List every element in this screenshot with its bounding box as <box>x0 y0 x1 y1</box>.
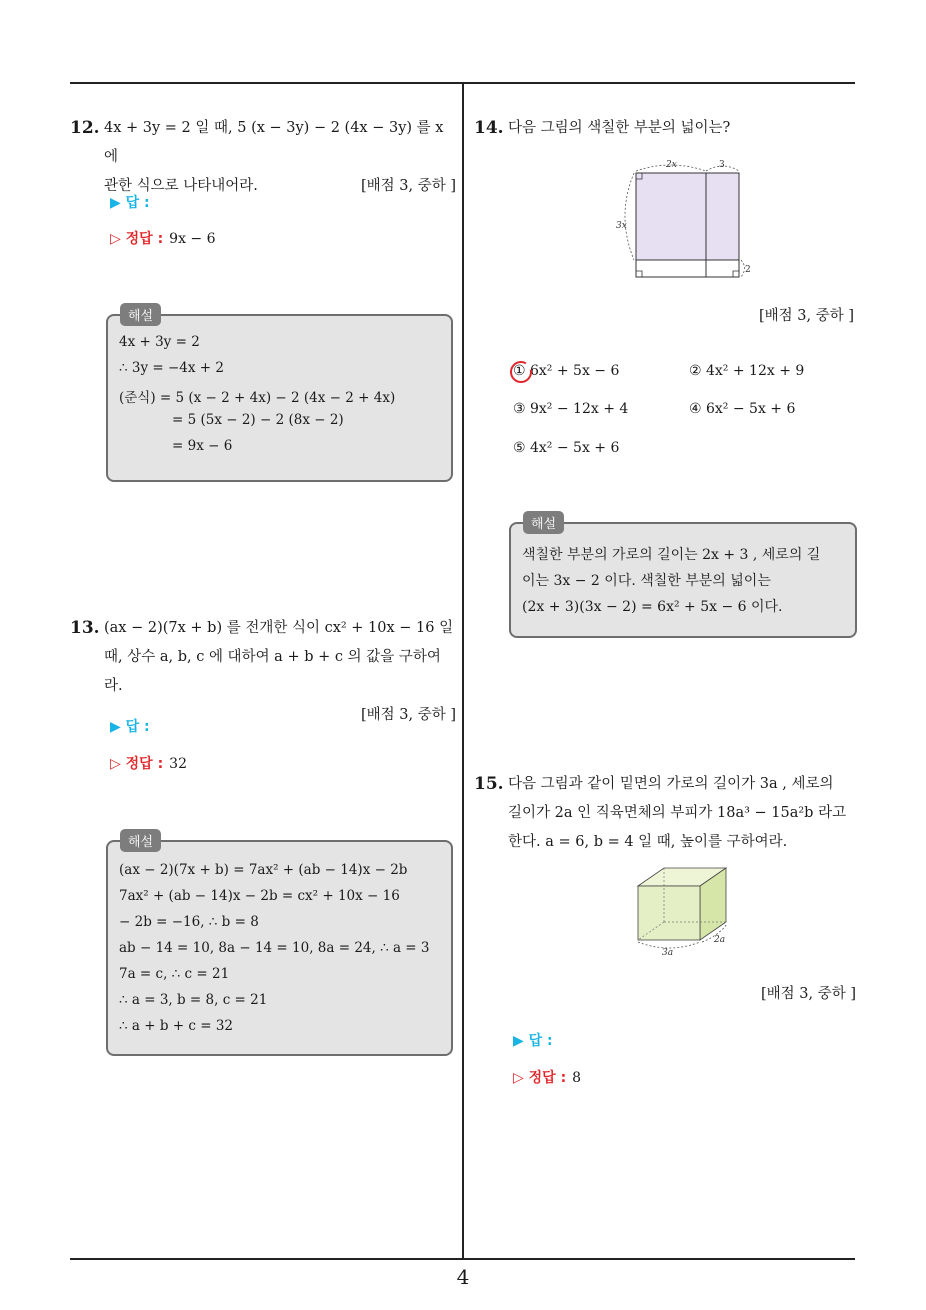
correct-answer <box>110 228 216 248</box>
solution-line: = 9x − 6 <box>172 438 233 454</box>
solution-line: ∴ a = 3, b = 8, c = 21 <box>119 992 268 1008</box>
points-label: [배점 3, 중하 ] <box>360 707 456 723</box>
solution-line: 색칠한 부분의 가로의 길이는 2x + 3 , 세로의 길 <box>522 547 821 563</box>
solution-tag: 해설 <box>120 829 161 852</box>
choice-4[interactable] <box>689 401 795 417</box>
question-text-line: 한다. a = 6, b = 4 일 때, 높이를 구하여라. <box>508 834 788 850</box>
choice-text: ④ 6x² − 5x + 6 <box>689 401 796 417</box>
answer-label-text: ▶ 답 : <box>513 1033 553 1049</box>
choice-5[interactable] <box>513 440 619 456</box>
question-15 <box>474 770 860 857</box>
points-label: [배점 3, 중하 ] <box>760 986 856 1002</box>
solution-line: − 2b = −16, ∴ b = 8 <box>119 914 259 930</box>
correct-answer-label: ▷ 정답 : <box>513 1070 567 1086</box>
question-number: 14. <box>474 118 504 138</box>
solution-line: ∴ a + b + c = 32 <box>119 1018 233 1034</box>
choice-3[interactable] <box>513 401 628 417</box>
page-number: 4 <box>456 1265 470 1289</box>
question-text-line: 4x + 3y = 2 일 때, 5 (x − 3y) − 2 (4x − 3y) 를 x 에 <box>104 120 444 165</box>
choice-2[interactable] <box>689 363 804 379</box>
solution-box <box>106 309 453 482</box>
question-number: 12. <box>70 118 100 138</box>
choice-text: ① 6x² + 5x − 6 <box>513 363 620 379</box>
label-2x: 2x <box>666 160 677 170</box>
answer-label-text: ▶ 답 : <box>110 195 150 211</box>
choice-1[interactable] <box>513 363 619 379</box>
question-number: 15. <box>474 774 504 794</box>
cuboid-figure <box>630 862 740 958</box>
question-text-line: 관한 식으로 나타내어라. <box>104 178 258 194</box>
question-13 <box>70 614 456 730</box>
solution-line: 7a = c, ∴ c = 21 <box>119 966 230 982</box>
solution-line: ab − 14 = 10, 8a − 14 = 10, 8a = 24, ∴ a = 3 <box>119 940 430 956</box>
points-label: [배점 3, 중하 ] <box>360 178 456 194</box>
solution-line: ∴ 3y = −4x + 2 <box>119 360 224 376</box>
label-2: 2 <box>745 265 751 275</box>
question-text-line: 길이가 2a 인 직육면체의 부피가 18a³ − 15a²b 라고 <box>508 805 847 821</box>
choice-text: ⑤ 4x² − 5x + 6 <box>513 440 620 456</box>
correct-answer-value: 9x − 6 <box>169 231 216 247</box>
correct-answer-label: ▷ 정답 : <box>110 231 164 247</box>
choice-text: ② 4x² + 12x + 9 <box>689 363 805 379</box>
label-3x: 3x <box>616 221 627 231</box>
correct-answer-value: 8 <box>572 1070 582 1086</box>
question-text-line: (ax − 2)(7x + b) 를 전개한 식이 cx² + 10x − 16 일 <box>104 620 454 636</box>
right-angle-mark <box>733 271 739 277</box>
correct-answer <box>513 1067 581 1087</box>
right-angle-mark <box>636 271 642 277</box>
points-label: [배점 3, 중하 ] <box>758 308 854 324</box>
question-text-line: 다음 그림과 같이 밑면의 가로의 길이가 3a , 세로의 <box>508 776 834 792</box>
label-3a: 3a <box>662 948 674 958</box>
solution-line: (ax − 2)(7x + b) = 7ax² + (ab − 14)x − 2b <box>119 862 408 878</box>
solution-line: 이는 3x − 2 이다. 색칠한 부분의 넓이는 <box>522 573 771 589</box>
answer-input-label[interactable] <box>110 192 150 212</box>
selection-circle-icon <box>508 358 536 386</box>
answer-label-text: ▶ 답 : <box>110 719 150 735</box>
solution-line: 7ax² + (ab − 14)x − 2b = cx² + 10x − 16 <box>119 888 400 904</box>
correct-answer-value: 32 <box>169 756 187 772</box>
cuboid-front-face <box>638 886 700 940</box>
solution-line: (준식) = 5 (x − 2 + 4x) − 2 (4x − 2 + 4x) <box>119 390 396 406</box>
solution-tag: 해설 <box>523 511 564 534</box>
rectangle-figure <box>608 155 758 281</box>
question-text-line: 다음 그림의 색칠한 부분의 넓이는? <box>508 120 731 136</box>
solution-line: (2x + 3)(3x − 2) = 6x² + 5x − 6 이다. <box>522 599 783 615</box>
solution-line: = 5 (5x − 2) − 2 (8x − 2) <box>172 412 344 428</box>
shaded-region <box>636 173 739 260</box>
question-14 <box>474 114 858 143</box>
correct-answer-label: ▷ 정답 : <box>110 756 164 772</box>
choice-text: ③ 9x² − 12x + 4 <box>513 401 629 417</box>
correct-answer <box>110 753 187 773</box>
dimension-arc <box>741 260 745 277</box>
question-text-line: 때, 상수 a, b, c 에 대하여 a + b + c 의 값을 구하여라. <box>104 649 441 694</box>
question-number: 13. <box>70 618 100 638</box>
solution-box <box>106 835 453 1056</box>
column-divider <box>462 82 464 1260</box>
bottom-rule <box>70 1258 855 1260</box>
answer-input-label[interactable] <box>513 1030 553 1050</box>
solution-line: 4x + 3y = 2 <box>119 334 200 350</box>
solution-tag: 해설 <box>120 303 161 326</box>
solution-box <box>509 517 857 638</box>
dimension-arc <box>625 173 634 260</box>
label-3: 3 <box>719 160 725 170</box>
question-12 <box>70 114 456 201</box>
label-2a: 2a <box>714 935 726 945</box>
answer-input-label[interactable] <box>110 716 150 736</box>
